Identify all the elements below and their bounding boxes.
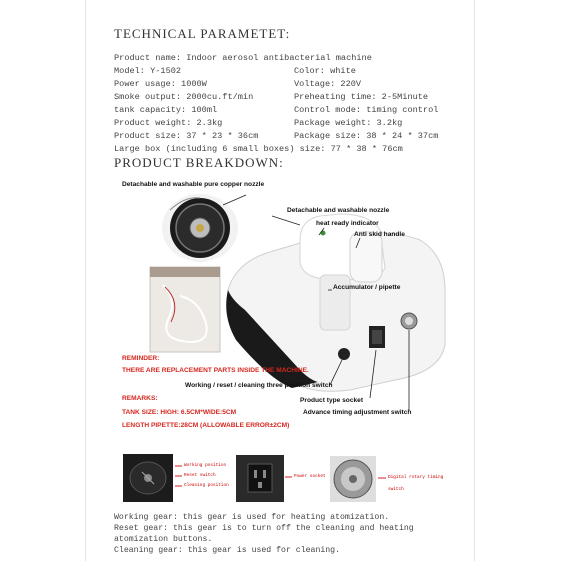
spec-package-size: Package size: 38 * 24 * 37cm [294,131,439,141]
detail-reset-switch: Reset switch [184,473,216,478]
footer-reset-gear-cont: atomization buttons. [114,535,213,544]
power-socket-photo [236,455,284,502]
spec-product-size: Product size: 37 * 23 * 36cm [114,131,259,141]
spec-model: Model: Y-1502 [114,66,182,76]
spec-tank-capacity: tank capacity: 100ml [114,105,218,115]
spec-control-mode: Control mode: timing control [294,105,439,115]
detail-rotary-timing: Digital rotary timing [388,475,444,480]
detail-cleaning-position: Cleaning position [184,483,229,488]
rotary-timer-photo [330,456,376,502]
label-three-position-switch: Working / reset / cleaning three position switch [185,382,333,389]
spec-voltage: Voltage: 220V [294,79,362,89]
label-timing: Advance timing adjustment switch [303,409,412,416]
remarks-tank-size: TANK SIZE: HIGH: 6.5CM*WIDE:5CM [122,409,237,416]
footer-working-gear: Working gear: this gear is used for heating atomization. [114,513,390,522]
remarks-pipette: LENGTH PIPETTE:28CM (ALLOWABLE ERROR±2CM) [122,422,290,429]
product-breakdown-heading: PRODUCT BREAKDOWN: [114,155,284,170]
spec-large-box: Large box (including 6 small boxes) size: 77 * 38 * 76cm [114,144,403,154]
switch-detail-photo [123,454,173,502]
spec-preheating: Preheating time: 2-5Minute [294,92,429,102]
spec-power-usage: Power usage: 1000W [114,79,207,89]
label-heat-ready: heat ready indicator [316,220,379,227]
technical-parameters-heading: TECHNICAL PARAMETET: [114,26,291,41]
spec-product-weight: Product weight: 2.3kg [114,118,223,128]
detail-rotary-switch: switch [388,487,404,492]
spec-smoke-output: Smoke output: 2000cu.ft/min [114,92,254,102]
label-accumulator: Accumulator / pipette [333,284,401,291]
detail-working-position: Working position [184,463,227,468]
label-handle: Anti skid handle [354,231,405,238]
label-copper-nozzle: Detachable and washable pure copper nozzle [122,181,265,188]
label-washable-nozzle: Detachable and washable nozzle [287,207,390,214]
spec-product-name: Product name: Indoor aerosol antibacterial machine [114,53,372,63]
spec-package-weight: Package weight: 3.2kg [294,118,403,128]
reminder-title: REMINDER: [122,355,160,362]
remarks-title: REMARKS: [122,395,158,402]
spec-color: Color: white [294,66,356,76]
reminder-text: THERE ARE REPLACEMENT PARTS INSIDE THE MACHINE. [122,367,309,374]
footer-cleaning-gear: Cleaning gear: this gear is used for cleaning. [114,546,341,555]
label-socket: Product type socket [300,397,364,404]
footer-reset-gear: Reset gear: this gear is to turn off the cleaning and heating [114,524,414,533]
detail-power-socket: Power socket [294,474,326,479]
